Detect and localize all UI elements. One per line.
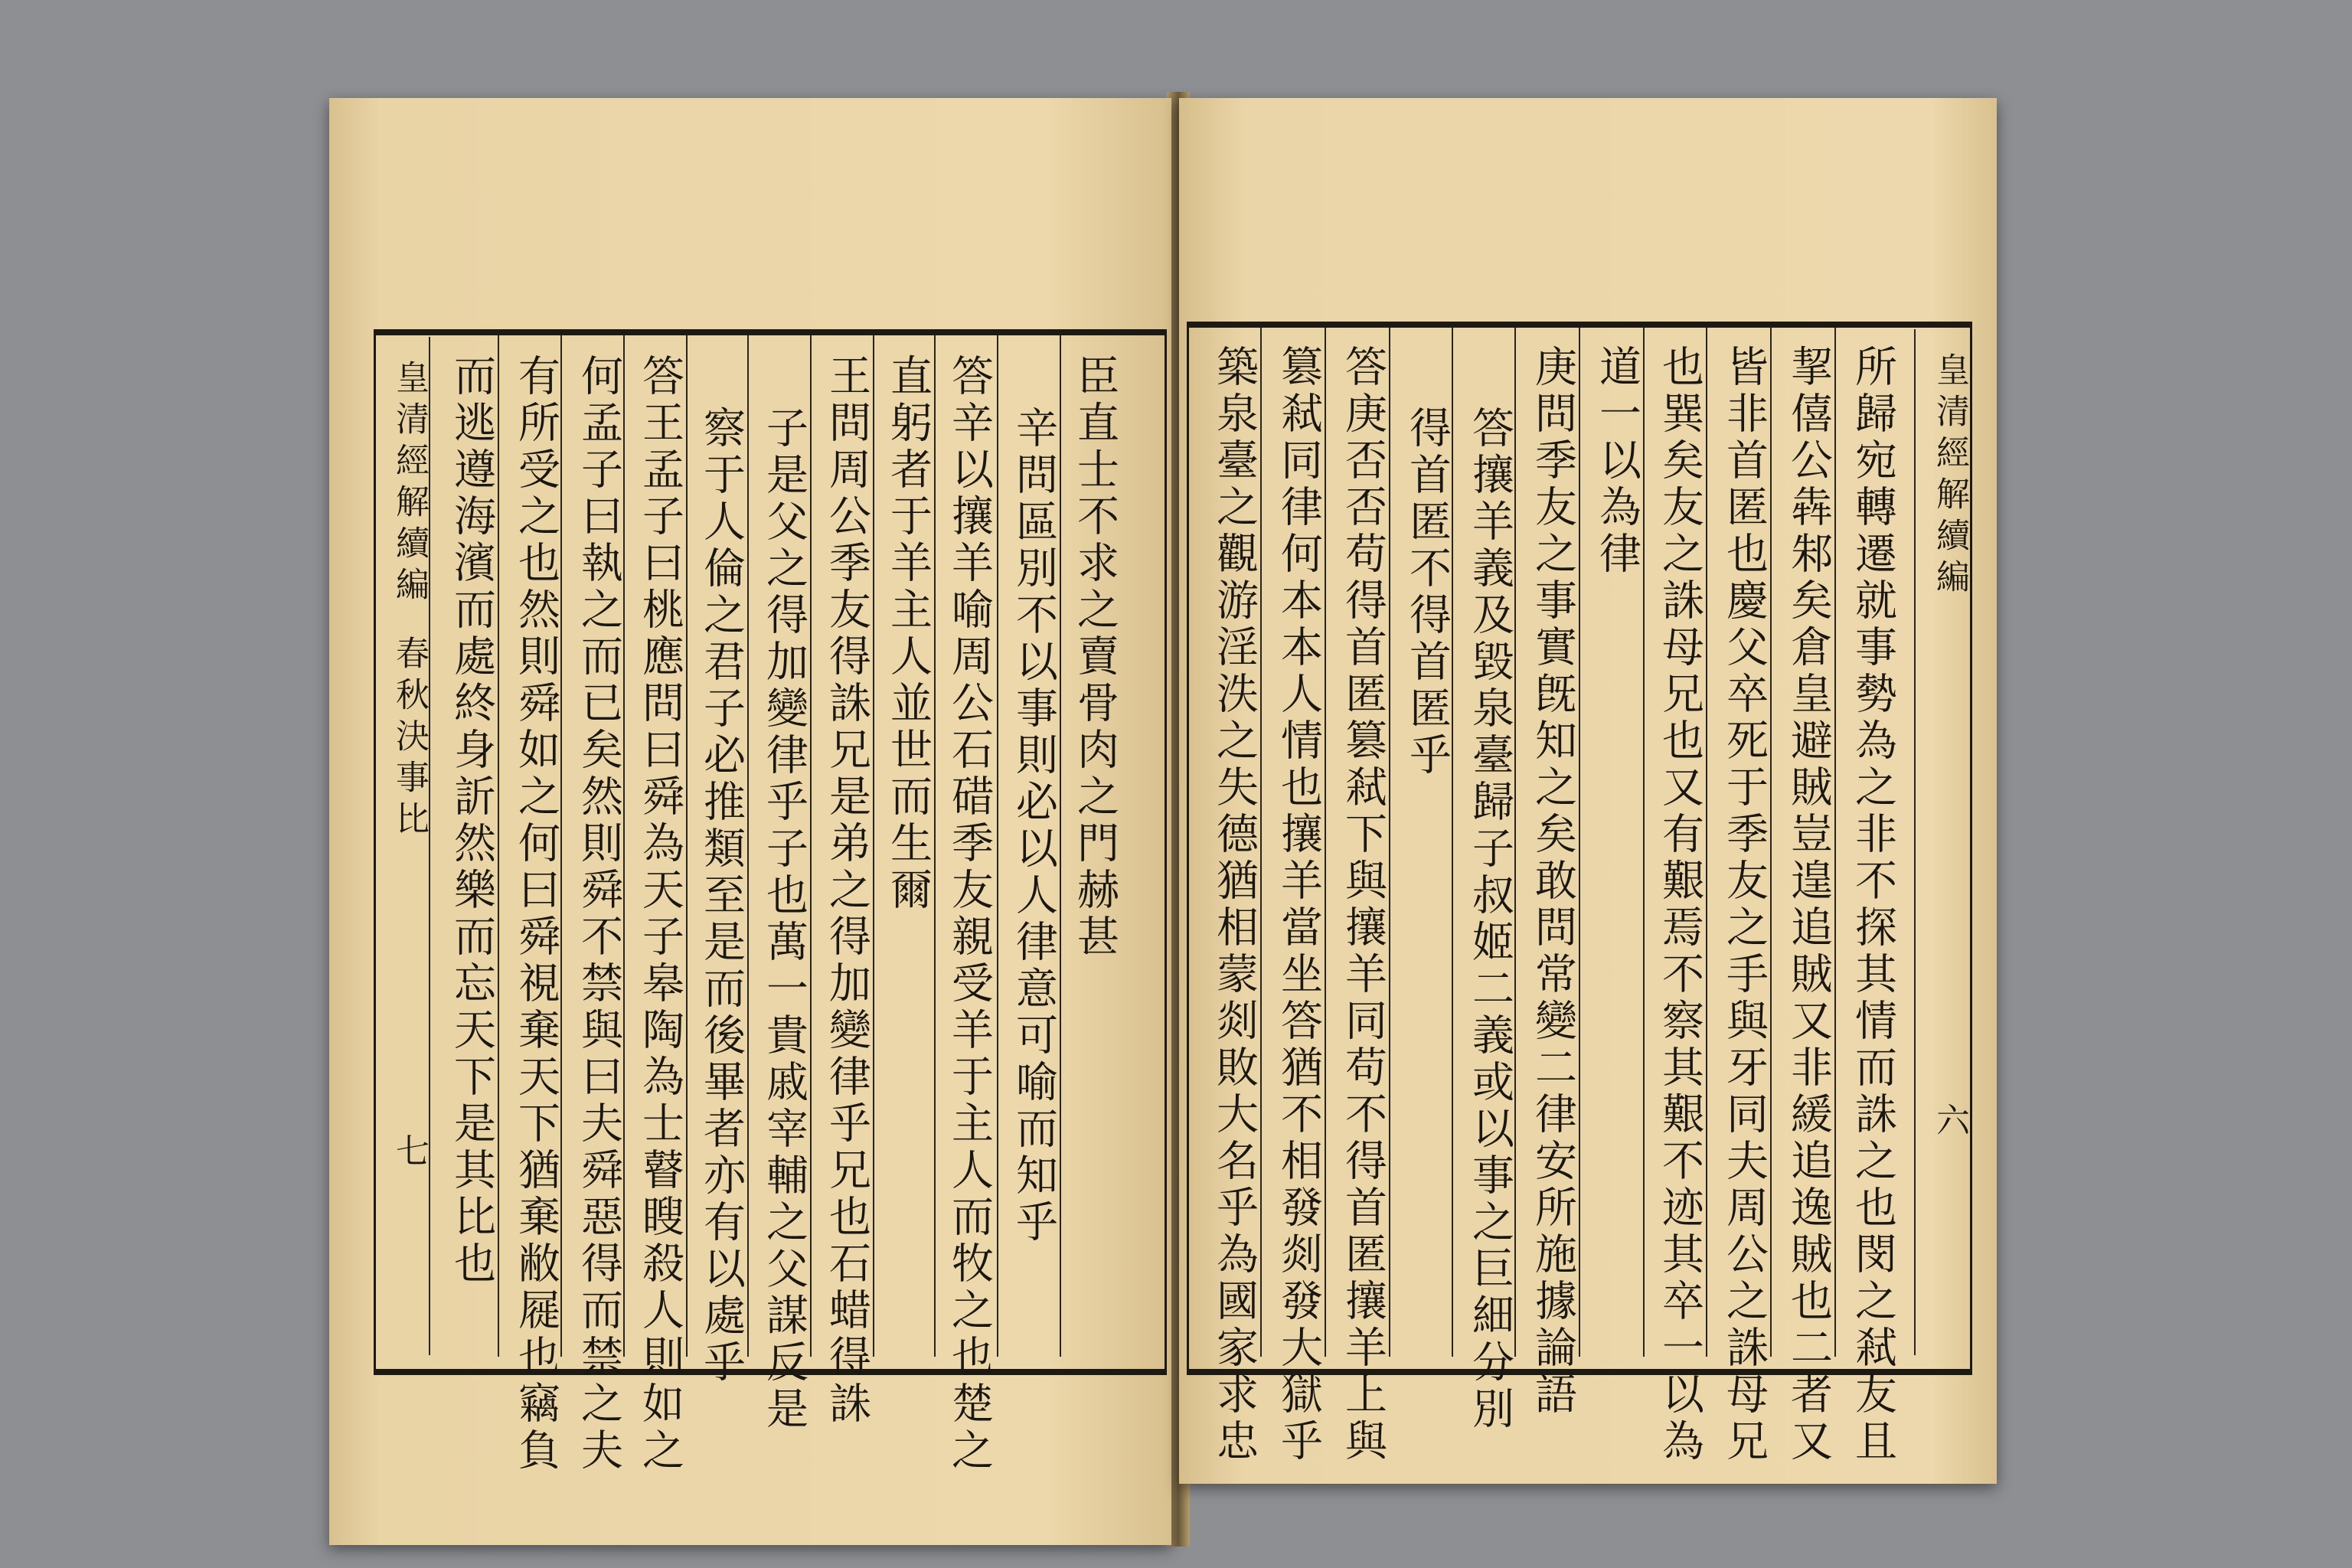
left-column-2: 有所受之也然則舜如之何曰舜視棄天下猶棄敝屣也竊負 — [511, 354, 560, 1475]
right-column-1: 所歸宛轉遷就事勢為之非不探其情而誅之也閔之弒友且 — [1848, 345, 1897, 1465]
left-column-5: 察于人倫之君子必推類至是而後畢者亦有以處乎 — [697, 406, 746, 1387]
right-column-8: 得首匿不得首匿乎 — [1403, 406, 1452, 779]
column-rule — [997, 335, 998, 1357]
left-column-4: 答王孟子曰桃應問曰舜為天子皋陶為士瞽瞍殺人則如之 — [635, 354, 684, 1475]
column-rule — [1452, 328, 1453, 1357]
right-column-9: 答庚否否苟得首匿篡弒下與攘羊同苟不得首匿攘羊上與 — [1338, 345, 1387, 1465]
column-rule — [1514, 328, 1516, 1357]
column-rule — [873, 335, 874, 1357]
left-banner-title: 皇清經解續編 — [390, 360, 429, 608]
left-column-9: 答辛以攘羊喻周公石碏季友親受羊于主人而牧之也楚之 — [945, 354, 994, 1475]
right-column-3: 皆非首匿也慶父卒死于季友之手與牙同夫周公之誅母兄 — [1720, 345, 1769, 1465]
right-column-10: 篡弒同律何本本人情也攘羊當坐答猶不相發剡發大獄乎 — [1274, 345, 1323, 1465]
column-rule — [1325, 328, 1326, 1357]
column-rule — [1706, 328, 1707, 1357]
left-column-6: 子是父之得加變律乎子也萬一貴戚宰輔之父謀反是 — [760, 406, 808, 1433]
column-rule — [560, 335, 562, 1357]
right-column-7: 答攘羊義及毀泉臺歸子叔姬二義或以事之巨細分別 — [1465, 406, 1514, 1433]
left-column-7: 王問周公季友得誅兄是弟之得加變律乎兄也石蜡得誅 — [822, 354, 871, 1428]
left-column-8: 直躬者于羊主人並世而生爾 — [884, 354, 933, 914]
right-column-2: 挈僖公犇邾矣倉皇避賊豈遑追賊又非緩追逸賊也二者又 — [1784, 345, 1833, 1465]
column-rule — [1060, 335, 1061, 1357]
right-banner-title: 皇清經解續編 — [1930, 352, 1969, 600]
right-column-4: 也巽矣友之誅母兄也又有艱焉不察其艱不迹其卒一以為 — [1655, 345, 1704, 1465]
right-column-5: 道一以為律 — [1592, 345, 1642, 578]
column-rule — [1770, 328, 1772, 1357]
column-rule — [1389, 328, 1390, 1357]
column-rule — [1643, 328, 1645, 1357]
column-rule — [1260, 328, 1262, 1357]
left-column-10: 辛問區別不以事則必以人律意可喻而知乎 — [1009, 406, 1058, 1246]
column-rule — [1834, 328, 1836, 1357]
left-banner-section: 春秋決事比 — [390, 635, 429, 842]
right-column-6: 庚問季友之事實旣知之矣敢問常變二律安所施據論語 — [1528, 345, 1577, 1419]
left-column-11: 臣直士不求之賣骨肉之門赫甚 — [1070, 354, 1119, 961]
left-column-1: 而逃遵海濱而處終身訢然樂而忘天下是其比也 — [447, 354, 496, 1288]
right-banner-folio: 六 — [1930, 1102, 1969, 1144]
left-banner-folio: 七 — [390, 1133, 429, 1174]
column-rule — [1579, 328, 1580, 1357]
column-rule — [623, 335, 625, 1357]
column-rule — [934, 335, 936, 1357]
column-rule — [747, 335, 749, 1357]
right-column-11: 築泉臺之觀游淫泆之失德猶相蒙剡敗大名乎為國家求忠 — [1210, 345, 1259, 1465]
column-rule — [810, 335, 812, 1357]
column-rule — [498, 335, 499, 1357]
left-column-3: 何孟子曰執之而已矣然則舜不禁與曰夫舜惡得而禁之夫 — [574, 354, 623, 1475]
column-rule — [686, 335, 688, 1357]
